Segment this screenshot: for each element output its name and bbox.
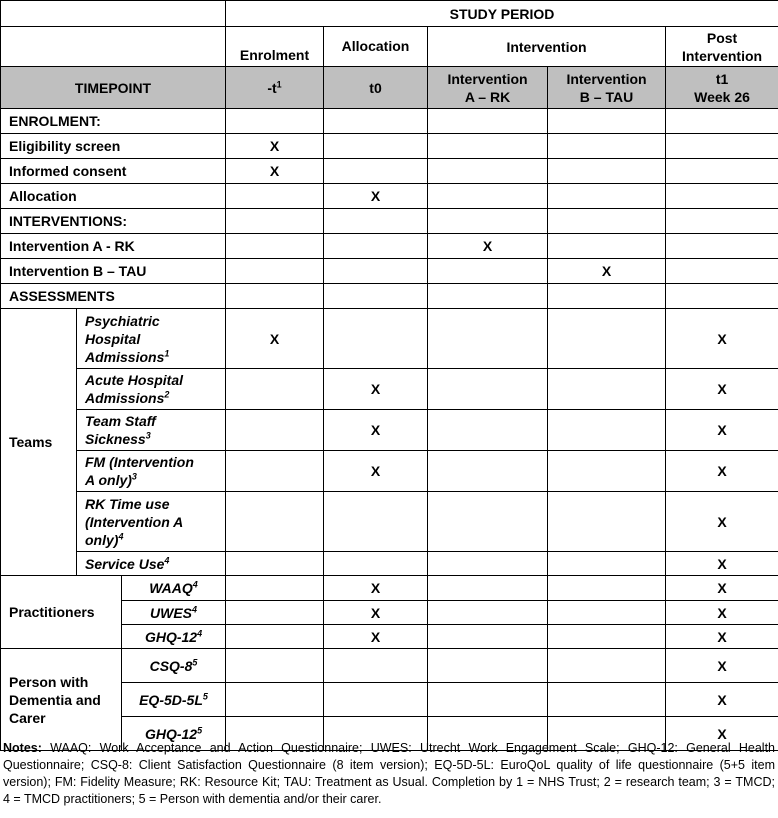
mark-x: X [666,576,778,601]
timepoint-intervention-b [548,67,666,109]
table-row [1,184,778,209]
uwes-sup: 4 [192,603,198,614]
eq5d-label [122,683,226,717]
service-sup: 4 [164,554,170,565]
csq-label [122,649,226,683]
table-row [1,369,778,410]
csq-text: CSQ-8 [149,657,193,674]
staff-sup: 3 [145,430,151,441]
service-use-label [77,552,226,576]
psych-line2: Hospital [85,330,141,347]
table-row [1,451,778,492]
timepoint-int-a-line2: A – RK [464,88,511,105]
mark-x: X [226,309,324,369]
mark-x: X [666,451,778,492]
waaq-sup: 4 [192,579,198,590]
staff-line1: Team Staff [85,413,156,429]
mark-x: X [666,601,778,625]
header-row-study-period [1,1,778,27]
acute-admissions-label [77,369,226,410]
mark-x: X [324,184,428,209]
study-period-heading: STUDY PERIOD [226,1,778,27]
mark-x: X [666,683,778,717]
mark-x: X [324,625,428,649]
staff-sickness-label [77,410,226,451]
mark-x: X [324,451,428,492]
pwd-line1: Person with [9,673,89,690]
uwes-label [122,601,226,625]
mark-x: X [666,552,778,576]
mark-x: X [226,134,324,159]
timepoint-int-b-line1: Intervention [566,70,647,87]
practitioner-ghq-label [122,625,226,649]
blank-phase-label-cell [1,27,226,67]
table-row [1,552,778,576]
informed-consent-label: Informed consent [1,159,226,184]
acute-sup: 2 [164,389,170,400]
intervention-phase-header: Intervention [428,27,666,67]
pwd-ghq-text: GHQ-12 [144,725,198,742]
table-row [1,649,778,683]
service-line1: Service Use [85,555,165,572]
psych-line1: Psychiatric [85,312,160,329]
interventions-section-heading: INTERVENTIONS: [1,209,226,234]
timepoint-intervention-a [428,67,548,109]
psych-admissions-label [77,309,226,369]
timepoint-int-a-line1: Intervention [447,70,528,87]
mark-x: X [324,369,428,410]
acute-line2: Admissions [85,390,165,406]
practitioners-group-label: Practitioners [1,576,122,649]
timepoint-allocation: t0 [324,67,428,109]
eq5d-sup: 5 [202,690,208,701]
mark-x: X [324,601,428,625]
pwd-line2: Dementia and [9,691,101,708]
post-intervention-line2: Intervention [681,47,763,64]
blank-corner-cell [1,1,226,27]
table-row [1,492,778,552]
table-row [1,410,778,451]
timepoint-post-line2: Week 26 [694,88,750,105]
psych-line3: Admissions [85,348,165,365]
pwd-carer-group-label [1,649,122,751]
fm-sup: 3 [131,471,137,482]
rk-line1: RK Time use [85,495,170,512]
timepoint-enrolment [226,67,324,109]
mark-x: X [666,649,778,683]
allocation-row-label: Allocation [1,184,226,209]
teams-group-label: Teams [1,309,77,576]
timepoint-enrolment-text: -t [267,79,277,96]
table-notes [0,740,778,808]
mark-x: X [666,410,778,451]
fm-line1: FM (Intervention [85,454,194,470]
fm-line2: A only) [85,472,132,488]
timepoint-enrolment-sup: 1 [276,78,282,89]
post-intervention-phase-header [666,27,778,67]
mark-x: X [666,369,778,410]
psych-sup: 1 [164,347,170,358]
pwd-line3: Carer [9,709,46,726]
mark-x: X [324,410,428,451]
enrolment-section-row [1,109,778,134]
mark-x: X [666,492,778,552]
rk-sup: 4 [118,530,124,541]
eq5d-text: EQ-5D-5L [139,691,203,708]
enrolment-section-heading: ENROLMENT: [1,109,226,134]
timepoint-int-b-line2: B – TAU [579,88,634,105]
table-row [1,309,778,369]
timepoint-post [666,67,778,109]
mark-x: X [324,576,428,601]
fidelity-measure-label [77,451,226,492]
table-row [1,234,778,259]
mark-x: X [666,309,778,369]
table-row [1,159,778,184]
enrolment-phase-header: Enrolment [226,27,324,67]
practitioner-ghq-sup: 4 [197,627,203,638]
table-row [1,576,778,601]
timepoint-row [1,67,778,109]
table-row [1,134,778,159]
eligibility-screen-label: Eligibility screen [1,134,226,159]
intervention-b-label: Intervention B – TAU [1,259,226,284]
intervention-a-label: Intervention A - RK [1,234,226,259]
timepoint-post-line1: t1 [715,70,729,87]
mark-x: X [428,234,548,259]
interventions-section-row [1,209,778,234]
mark-x: X [666,625,778,649]
staff-line2: Sickness [85,431,146,447]
assessments-section-heading: ASSESSMENTS [1,284,226,309]
assessments-section-row [1,284,778,309]
acute-line1: Acute Hospital [85,372,184,388]
csq-sup: 5 [192,656,198,667]
timepoint-label: TIMEPOINT [1,67,226,109]
mark-x: X [548,259,666,284]
practitioner-ghq-text: GHQ-12 [144,628,198,645]
rk-time-use-label [77,492,226,552]
mark-x: X [666,717,778,751]
rk-line2: (Intervention A [85,513,184,530]
allocation-phase-header: Allocation [324,27,428,67]
notes-text: WAAQ: Work Acceptance and Action Questionnaire; UWES: Utrecht Work Engagement Scale; GHQ-12: General Health Questionnaire; CSQ-8: Client Satisfaction Questionnaire (8 item version); EQ-5D-5L: EuroQoL quality of life questionnaire (5+5 item version); FM: Fidelity Measure; RK: Resource Kit; TAU: Treatment as Usual. Completion by 1 = NHS Trust; 2 = research team; 3 = TMCD; 4 = TMCD practitioners; 5 = Person with dementia and/or their carer. [3,741,775,806]
waaq-label [122,576,226,601]
uwes-text: UWES [150,604,192,621]
post-intervention-line1: Post [706,29,738,46]
header-row-phases [1,27,778,67]
pwd-ghq-sup: 5 [197,724,203,735]
table-row [1,259,778,284]
waaq-text: WAAQ [149,580,193,596]
rk-line3: only) [85,531,119,548]
notes-label: Notes: [3,741,42,755]
mark-x: X [226,159,324,184]
